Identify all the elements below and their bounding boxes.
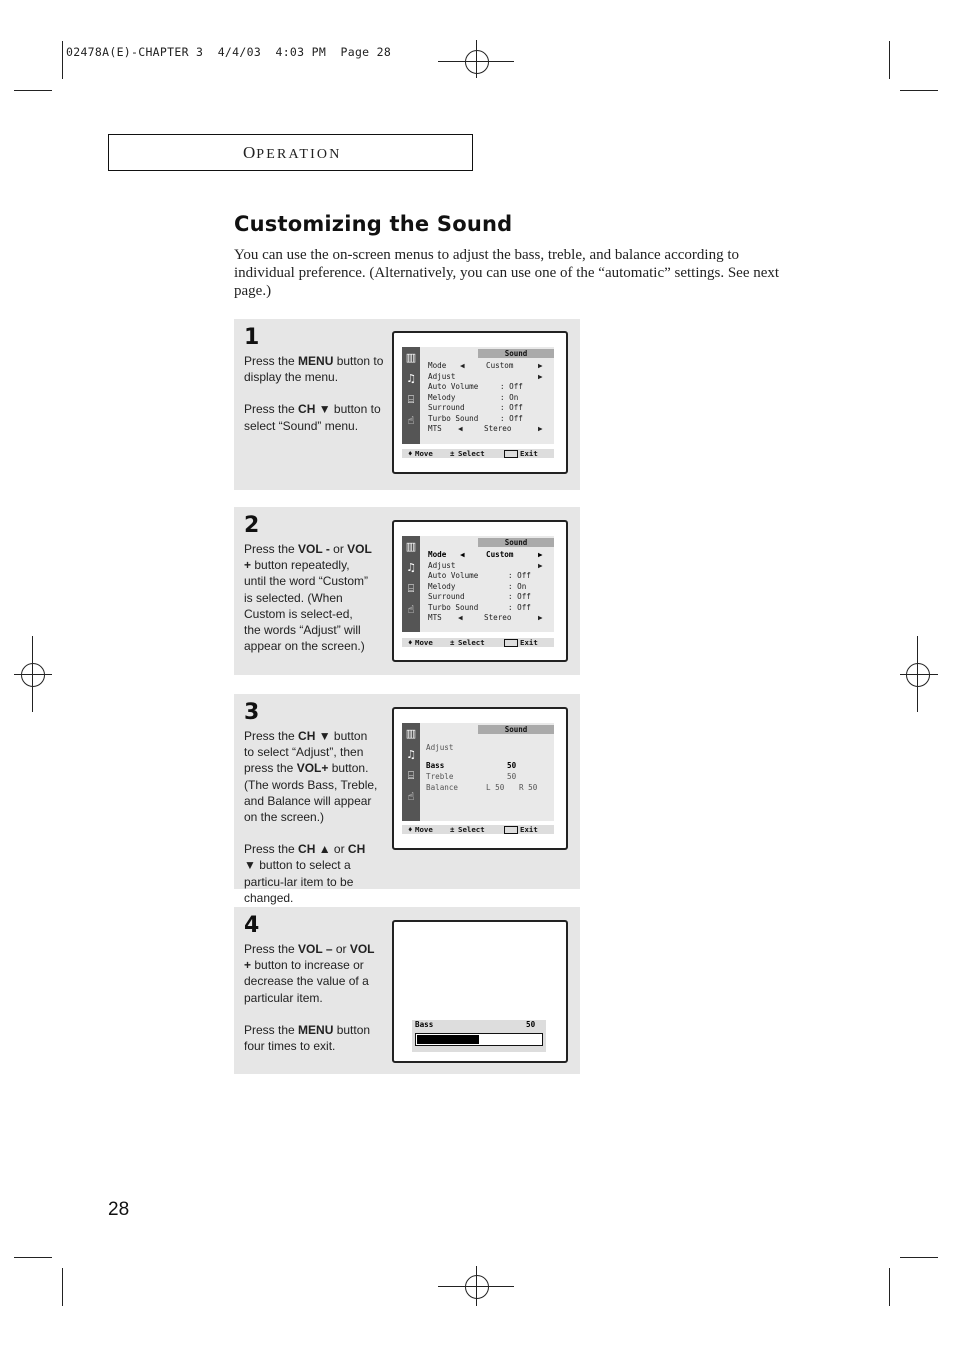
picture-icon: ▥ bbox=[405, 351, 417, 364]
menu-row-auto-volume: Auto Volume : Off bbox=[428, 571, 531, 580]
crop-mark bbox=[62, 41, 63, 79]
tv-screen bbox=[392, 331, 568, 474]
move-icon: ♦ bbox=[408, 449, 413, 458]
section-label: OPERATION bbox=[243, 143, 342, 162]
exit-icon bbox=[504, 450, 518, 458]
step-instructions: Press the MENU button to display the menu. Press the CH ▼ button to select “Sound” menu. bbox=[244, 354, 384, 433]
menu-row-melody: Melody : On bbox=[428, 392, 519, 402]
step-number: 4 bbox=[244, 913, 260, 938]
menu-icon-bar bbox=[402, 347, 420, 444]
menu-row-mts: MTS ◀ Stereo ▶ bbox=[428, 424, 543, 433]
hand-setup-icon: ☝ bbox=[407, 603, 415, 616]
menu-row-mode: Mode ◀ Custom ▶ bbox=[428, 361, 543, 370]
section-header bbox=[108, 134, 473, 171]
menu-title: Sound bbox=[478, 538, 554, 547]
crop-mark bbox=[14, 1257, 52, 1258]
bass-level-fill bbox=[417, 1035, 479, 1044]
exit-icon bbox=[504, 826, 518, 834]
page-number: 28 bbox=[108, 1199, 130, 1220]
move-icon: ♦ bbox=[408, 825, 413, 834]
print-slug: 02478A(E)-CHAPTER 3 4/4/03 4:03 PM Page 28 bbox=[66, 45, 392, 59]
menu-footer: ♦ Move ± Select Exit bbox=[402, 638, 554, 647]
tv-channel-icon: ⌸ bbox=[407, 582, 415, 595]
tv-screen bbox=[392, 920, 568, 1063]
menu-row-surround: Surround : Off bbox=[428, 592, 531, 601]
menu-row-treble: Treble 50 bbox=[426, 772, 517, 781]
menu-title: Sound bbox=[478, 349, 554, 358]
menu-icon-bar bbox=[402, 723, 420, 821]
menu-icon-bar bbox=[402, 536, 420, 632]
bass-level-bar[interactable] bbox=[415, 1033, 543, 1046]
step-instructions: Press the CH ▼ button to select “Adjust”, then press the VOL+ button. (The words Bass, Treble, and Balance will appear on the screen.) Press the CH ▲ or CH ▼ button to select a particu-lar item to be changed. bbox=[244, 729, 378, 905]
step-3 bbox=[234, 694, 580, 905]
menu-row-turbo-sound: Turbo Sound : Off bbox=[428, 602, 531, 612]
move-icon: ♦ bbox=[408, 638, 413, 647]
crop-mark bbox=[14, 90, 52, 91]
step-1 bbox=[234, 319, 580, 490]
select-icon: ± bbox=[450, 449, 455, 458]
menu-row-balance: Balance L 50 R 50 bbox=[426, 783, 538, 792]
menu-footer: ♦ Move ± Select Exit bbox=[402, 825, 554, 834]
step-number: 2 bbox=[244, 513, 260, 538]
exit-icon bbox=[504, 639, 518, 647]
crop-mark bbox=[889, 41, 890, 79]
menu-row-surround: Surround : Off bbox=[428, 403, 523, 412]
tv-screen bbox=[392, 520, 568, 662]
adjust-menu bbox=[402, 723, 554, 821]
crop-mark bbox=[900, 90, 938, 91]
sound-menu bbox=[402, 347, 554, 444]
menu-row-melody: Melody : On bbox=[428, 581, 527, 591]
crop-mark bbox=[62, 1268, 63, 1306]
tv-screen bbox=[392, 707, 568, 850]
select-icon: ± bbox=[450, 638, 455, 647]
step-instructions: Press the VOL – or VOL + button to increase or decrease the value of a particular item. Press the MENU button four times to exit. bbox=[244, 942, 375, 1054]
menu-row-adjust: Adjust ▶ bbox=[428, 560, 543, 570]
hand-setup-icon: ☝ bbox=[407, 790, 415, 803]
tv-channel-icon: ⌸ bbox=[407, 393, 415, 406]
page-title: Customizing the Sound bbox=[234, 212, 513, 236]
menu-row-adjust-heading: Adjust bbox=[426, 743, 454, 752]
crop-mark bbox=[900, 1257, 938, 1258]
menu-row-bass: Bass 50 bbox=[426, 761, 517, 770]
hand-setup-icon: ☝ bbox=[407, 414, 415, 427]
picture-icon: ▥ bbox=[405, 540, 417, 553]
music-note-icon: ♫ bbox=[406, 748, 416, 761]
bass-level-display bbox=[412, 1020, 546, 1052]
menu-row-mode: Mode ◀ Custom ▶ bbox=[428, 550, 543, 559]
menu-title: Sound bbox=[478, 725, 554, 734]
music-note-icon: ♫ bbox=[406, 372, 416, 385]
crop-mark bbox=[889, 1268, 890, 1306]
menu-row-adjust: Adjust ▶ bbox=[428, 371, 543, 381]
bass-level-label: Bass 50 bbox=[415, 1020, 536, 1029]
step-4 bbox=[234, 907, 580, 1074]
intro-paragraph: You can use the on-screen menus to adjust the bass, treble, and balance according to individual preference. (Alternatively, you can use one of the “automatic” settings. See next page.) bbox=[234, 247, 780, 299]
picture-icon: ▥ bbox=[405, 727, 417, 740]
step-number: 1 bbox=[244, 325, 260, 350]
music-note-icon: ♫ bbox=[406, 561, 416, 574]
step-number: 3 bbox=[244, 700, 260, 725]
step-2 bbox=[234, 507, 580, 675]
menu-row-turbo-sound: Turbo Sound : Off bbox=[428, 413, 523, 423]
menu-row-mts: MTS ◀ Stereo ▶ bbox=[428, 613, 543, 622]
tv-channel-icon: ⌸ bbox=[407, 769, 415, 782]
sound-menu bbox=[402, 536, 554, 632]
menu-row-auto-volume: Auto Volume : Off bbox=[428, 382, 523, 391]
step-instructions: Press the VOL - or VOL + button repeatedly, until the word “Custom” is selected. (When Custom is select-ed, the words “Adjust” will appear on the screen.) bbox=[244, 542, 372, 654]
menu-footer: ♦ Move ± Select Exit bbox=[402, 449, 554, 458]
select-icon: ± bbox=[450, 825, 455, 834]
